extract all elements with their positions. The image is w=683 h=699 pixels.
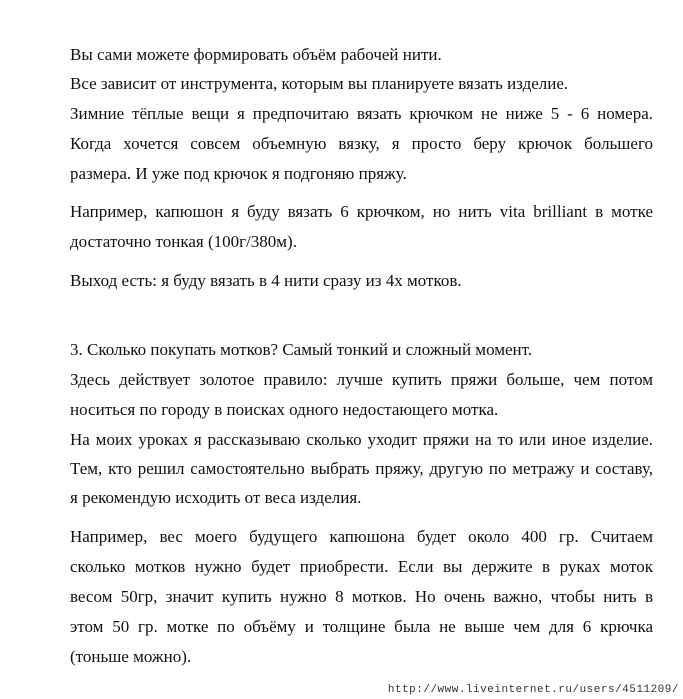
text-line: Тем, кто решил самостоятельно выбрать пряжу, другую по метражу и составу, bbox=[70, 459, 653, 478]
text-line: размера. И уже под крючок я подгоняю пряжу. bbox=[70, 164, 407, 183]
text-line: я рекомендую исходить от веса изделия. bbox=[70, 488, 362, 507]
text-line: достаточно тонкая (100г/380м). bbox=[70, 232, 297, 251]
text-line: (тоньше можно). bbox=[70, 647, 192, 666]
text-line: сколько мотков нужно будет приобрести. Если вы держите в руках моток bbox=[70, 557, 653, 576]
watermark-url: http://www.liveinternet.ru/users/4511209/ bbox=[387, 684, 679, 696]
text-line: Вы сами можете формировать объём рабочей нити. bbox=[70, 45, 442, 64]
text-line: Все зависит от инструмента, которым вы планируете вязать изделие. bbox=[70, 74, 569, 93]
text-line: носиться по городу в поисках одного недостающего мотка. bbox=[70, 400, 499, 419]
text-line: Выход есть: я буду вязать в 4 нити сразу из 4х мотков. bbox=[70, 271, 462, 290]
section-heading: 3. Сколько покупать мотков? Самый тонкий и сложный момент. bbox=[70, 340, 533, 359]
text-line: Например, капюшон я буду вязать 6 крючком, но нить vita brilliant в мотке bbox=[70, 202, 653, 221]
text-line: весом 50гр, значит купить нужно 8 мотков. Но очень важно, чтобы нить в bbox=[70, 587, 653, 606]
text-line: Зимние тёплые вещи я предпочитаю вязать крючком не ниже 5 - 6 номера. bbox=[70, 104, 653, 123]
text-line: Здесь действует золотое правило: лучше купить пряжи больше, чем потом bbox=[70, 370, 653, 389]
text-line: Когда хочется совсем объемную вязку, я просто беру крючок большего bbox=[70, 134, 653, 153]
text-line: Например, вес моего будущего капюшона будет около 400 гр. Считаем bbox=[70, 527, 653, 546]
text-line: На моих уроках я рассказываю сколько уходит пряжи на то или иное изделие. bbox=[70, 430, 653, 449]
text-line: этом 50 гр. мотке по объёму и толщине была не выше чем для 6 крючка bbox=[70, 617, 653, 636]
